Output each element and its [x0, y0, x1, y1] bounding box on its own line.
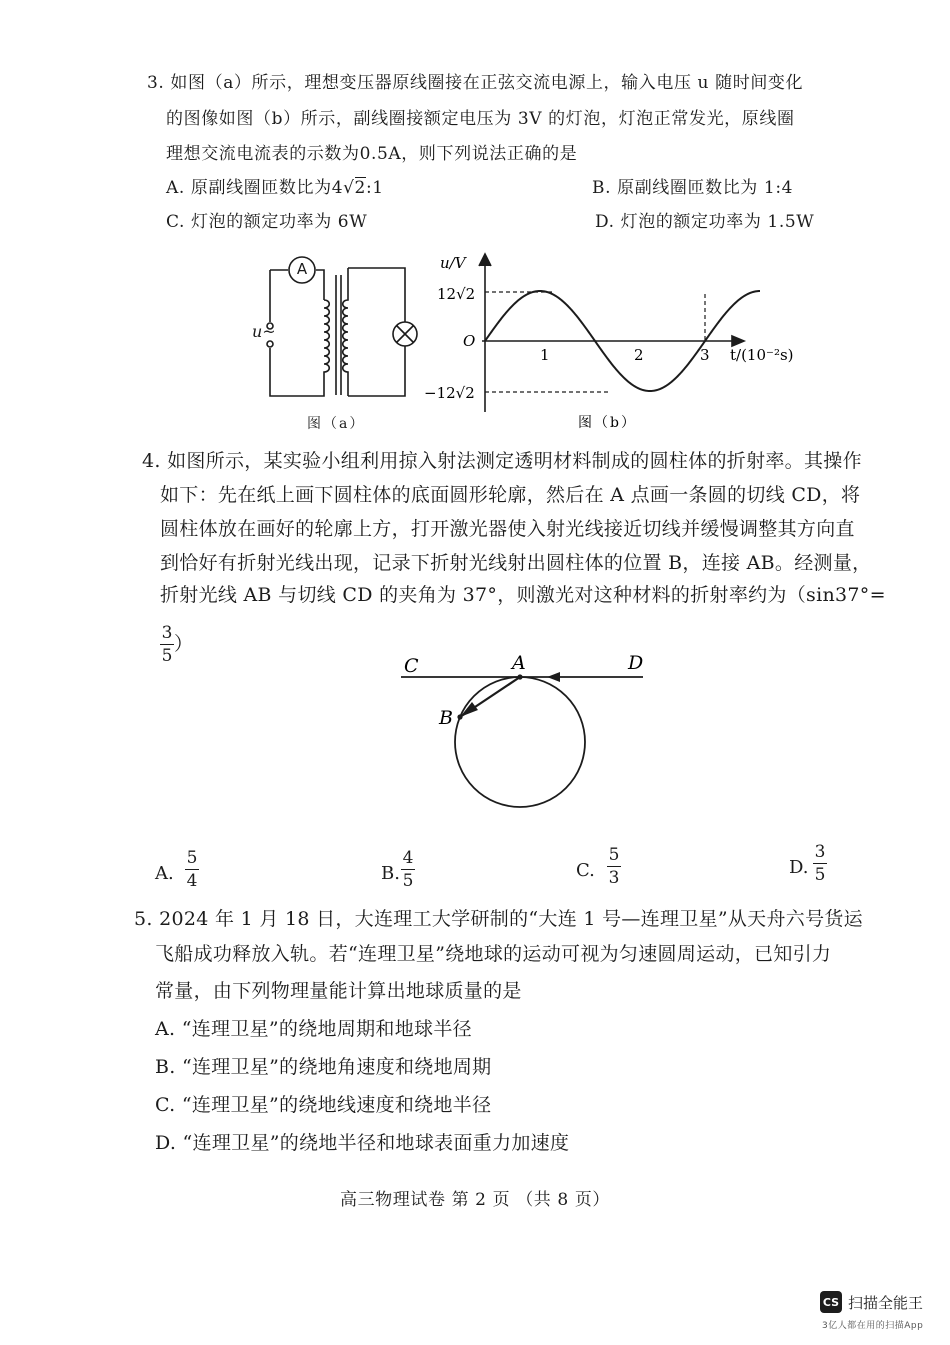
- q3-option-a: A. 原副线圈匝数比为4√2:1: [166, 178, 384, 198]
- q4-option-a-fraction: 5 4: [186, 848, 198, 892]
- page-footer: 高三物理试卷 第 2 页 （共 8 页）: [339, 1190, 611, 1210]
- camscanner-name: 扫描全能王: [848, 1294, 924, 1312]
- close-paren: ）: [174, 633, 194, 655]
- x-tick-3: 3: [700, 346, 710, 364]
- q5-option-a: A. “连理卫星”的绕地周期和地球半径: [155, 1018, 472, 1040]
- x-tick-1: 1: [540, 346, 550, 364]
- camscanner-logo-icon: CS: [820, 1291, 842, 1313]
- point-b-dot: [457, 714, 462, 719]
- sqrt-sign: √: [343, 178, 355, 198]
- origin-label: O: [463, 332, 476, 350]
- q3-option-c: C. 灯泡的额定功率为 6W: [166, 212, 368, 232]
- camscanner-tagline: 3亿人都在用的扫描App: [822, 1321, 924, 1331]
- q4-option-a-label: A.: [155, 863, 174, 884]
- q3-option-d: D. 灯泡的额定功率为 1.5W: [595, 212, 815, 232]
- q4-option-d-fraction: 3 5: [814, 842, 826, 886]
- q4-line-1: 4. 如图所示，某实验小组利用掠入射法测定透明材料制成的圆柱体的折射率。其操作: [142, 450, 862, 472]
- label-d: D: [628, 652, 644, 674]
- figure-b-caption: 图（b）: [578, 415, 637, 431]
- q5-line-2: 飞船成功释放入轨。若“连理卫星”绕地球的运动可视为匀速圆周运动，已知引力: [155, 943, 832, 965]
- q3-line-1: 3. 如图（a）所示，理想变压器原线圈接在正弦交流电源上，输入电压 u 随时间变化: [147, 73, 804, 93]
- q4-line-5: 折射光线 AB 与切线 CD 的夹角为 37°，则激光对这种材料的折射率约为（sin37°=: [160, 584, 886, 606]
- q5-option-c: C. “连理卫星”的绕地线速度和绕地半径: [155, 1094, 492, 1116]
- y-max-label: 12√2: [437, 285, 476, 303]
- sin37-fraction: 3 5: [161, 623, 173, 667]
- source-label: u~: [252, 322, 276, 341]
- y-min-label: −12√2: [424, 384, 475, 402]
- q4-option-c-label: C.: [576, 860, 595, 881]
- point-a-dot: [517, 674, 522, 679]
- q4-line-4: 到恰好有折射光线出现，记录下折射光线射出圆柱体的位置 B，连接 AB。经测量，: [160, 552, 872, 574]
- incident-arrow-icon: [547, 672, 560, 682]
- ammeter-label: A: [296, 260, 308, 278]
- q3-line-2: 的图像如图（b）所示，副线圈接额定电压为 3V 的灯泡，灯泡正常发光，原线圈: [166, 109, 795, 129]
- q5-line-3: 常量，由下列物理量能计算出地球质量的是: [155, 980, 522, 1002]
- x-axis-label: t/(10⁻²s): [730, 346, 794, 364]
- q4-option-c-fraction: 5 3: [608, 845, 620, 889]
- figure-a-caption: 图（a）: [307, 416, 366, 432]
- label-a: A: [512, 652, 526, 674]
- q4-option-b-fraction: 4 5: [402, 848, 414, 892]
- label-c: C: [404, 655, 419, 677]
- q5-line-1: 5. 2024 年 1 月 18 日，大连理工大学研制的“大连 1 号—连理卫星”从天舟六号货运: [134, 908, 863, 930]
- cylinder-base-circle: [455, 677, 585, 807]
- x-tick-2: 2: [634, 346, 644, 364]
- q5-option-d: D. “连理卫星”的绕地半径和地球表面重力加速度: [155, 1132, 570, 1154]
- label-b: B: [439, 707, 453, 729]
- q4-option-b-label: B.: [381, 863, 400, 884]
- q5-option-b: B. “连理卫星”的绕地角速度和绕地周期: [155, 1056, 492, 1078]
- q4-line-3: 圆柱体放在画好的轮廓上方，打开激光器使入射光线接近切线并缓慢调整其方向直: [160, 518, 855, 540]
- q4-option-d-label: D.: [789, 857, 809, 878]
- q4-line-2: 如下：先在纸上画下圆柱体的底面圆形轮廓，然后在 A 点画一条圆的切线 CD，将: [160, 484, 861, 506]
- y-axis-label: u/V: [440, 254, 466, 272]
- q3-line-3: 理想交流电流表的示数为0.5A，则下列说法正确的是: [166, 144, 578, 164]
- q3-option-b: B. 原副线圈匝数比为 1:4: [592, 178, 794, 198]
